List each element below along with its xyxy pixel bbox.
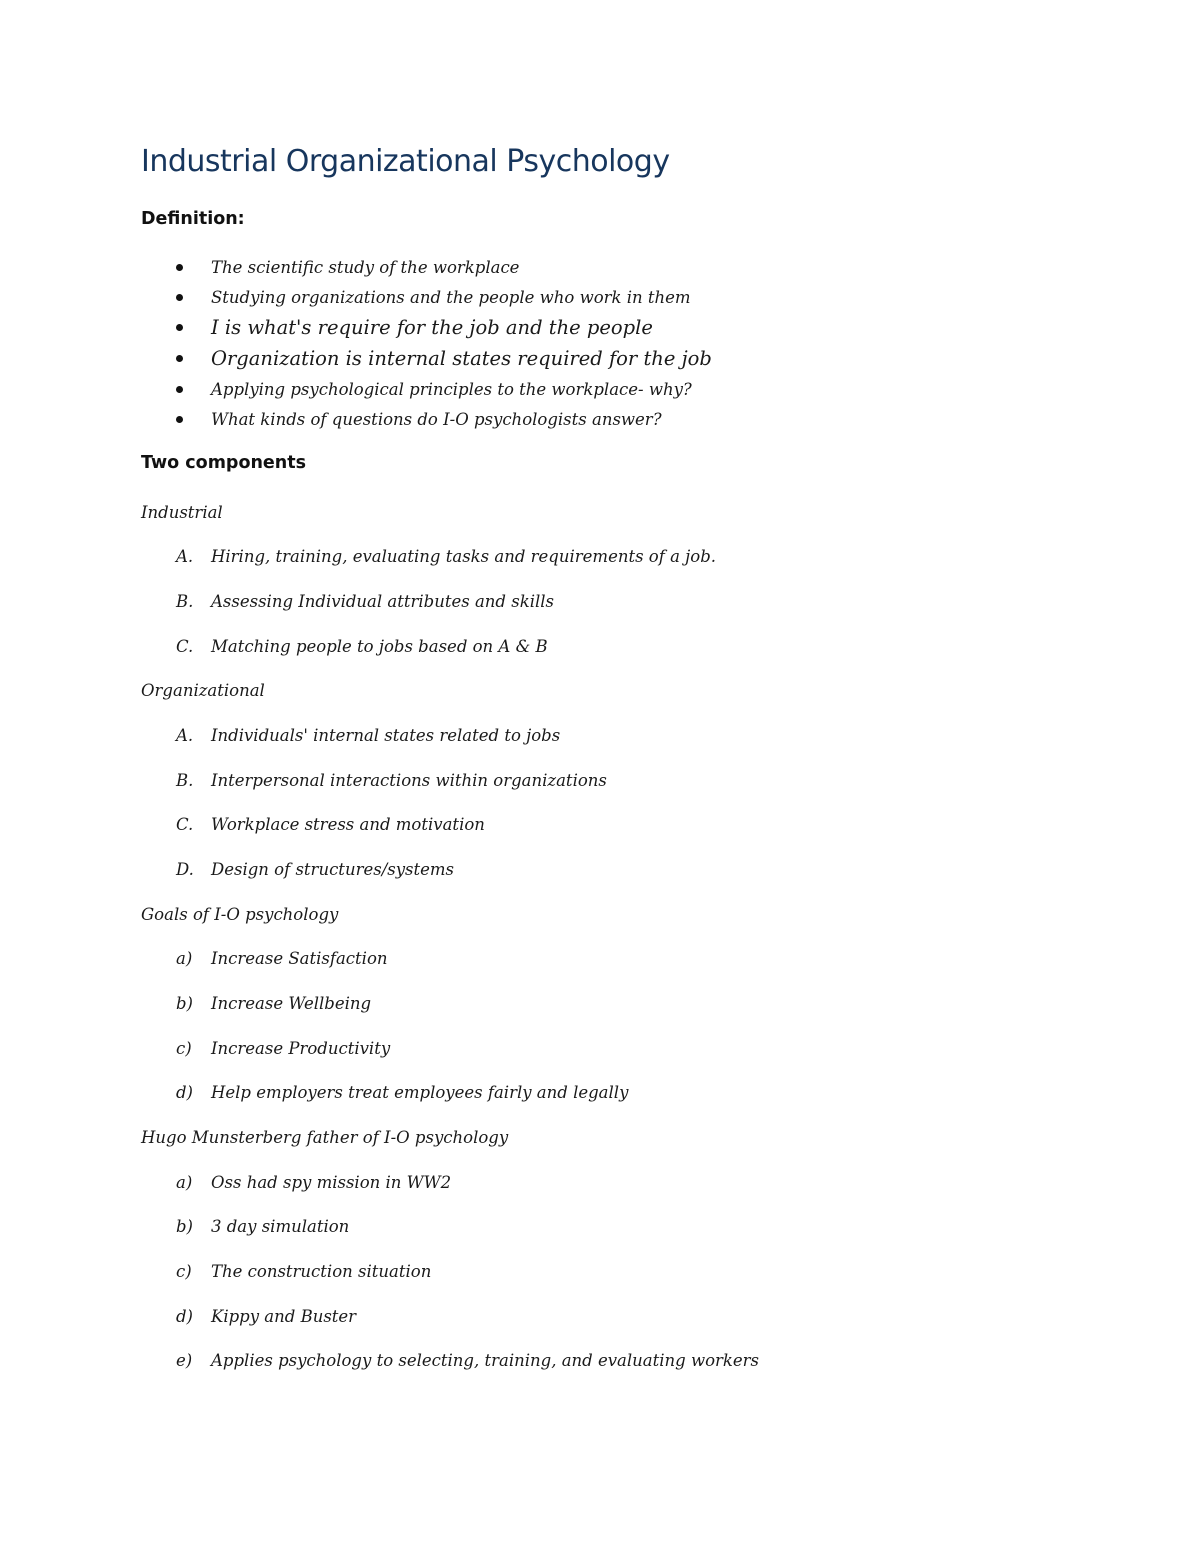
document-title: Industrial Organizational Psychology [141,144,670,179]
bullet-icon [176,324,183,331]
definition-heading: Definition: [141,209,245,229]
components-heading: Two components [141,453,307,473]
bullet-icon [176,294,183,301]
bullet-icon [176,386,183,393]
organizational-label: Organizational [141,681,265,700]
industrial-label: Industrial [141,503,223,522]
bullet-icon [176,264,183,271]
bullet-icon [176,416,183,423]
goals-label: Goals of I-O psychology [141,905,339,924]
hugo-label: Hugo Munsterberg father of I-O psychology [141,1128,509,1147]
bullet-icon [176,355,183,362]
document-page: Industrial Organizational Psychology Definition: The scientific study of the workplace Studying organizations and the people who work in them I is what's require for the job and the people Organization is internal states required for the job Applying psychological principles to the workplace- why? What kinds of questions do I-O psychologists answer? Two components Industrial A. Hiring, training, evaluating tasks and requirements of a job. B. Assessing Individual attributes and skills C. Matching people to jobs based on A & B Organizational A. Individuals' internal states related to jobs B. Interpersonal interactions within organizations C. Workplace stress and motivation D. Design of structures/systems Goals of I-O psychology a) Increase Satisfaction b) Increase Wellbeing c) Increase Productivity d) Help employers treat employees fairly and legally Hugo Munsterberg father of I-O psychology a) Oss had spy mission in WW2 b) 3 day simulation c) The construction situation d) Kippy and Buster e) Applies psychology to selecting, training, and evaluating workers [141,144,760,1370]
